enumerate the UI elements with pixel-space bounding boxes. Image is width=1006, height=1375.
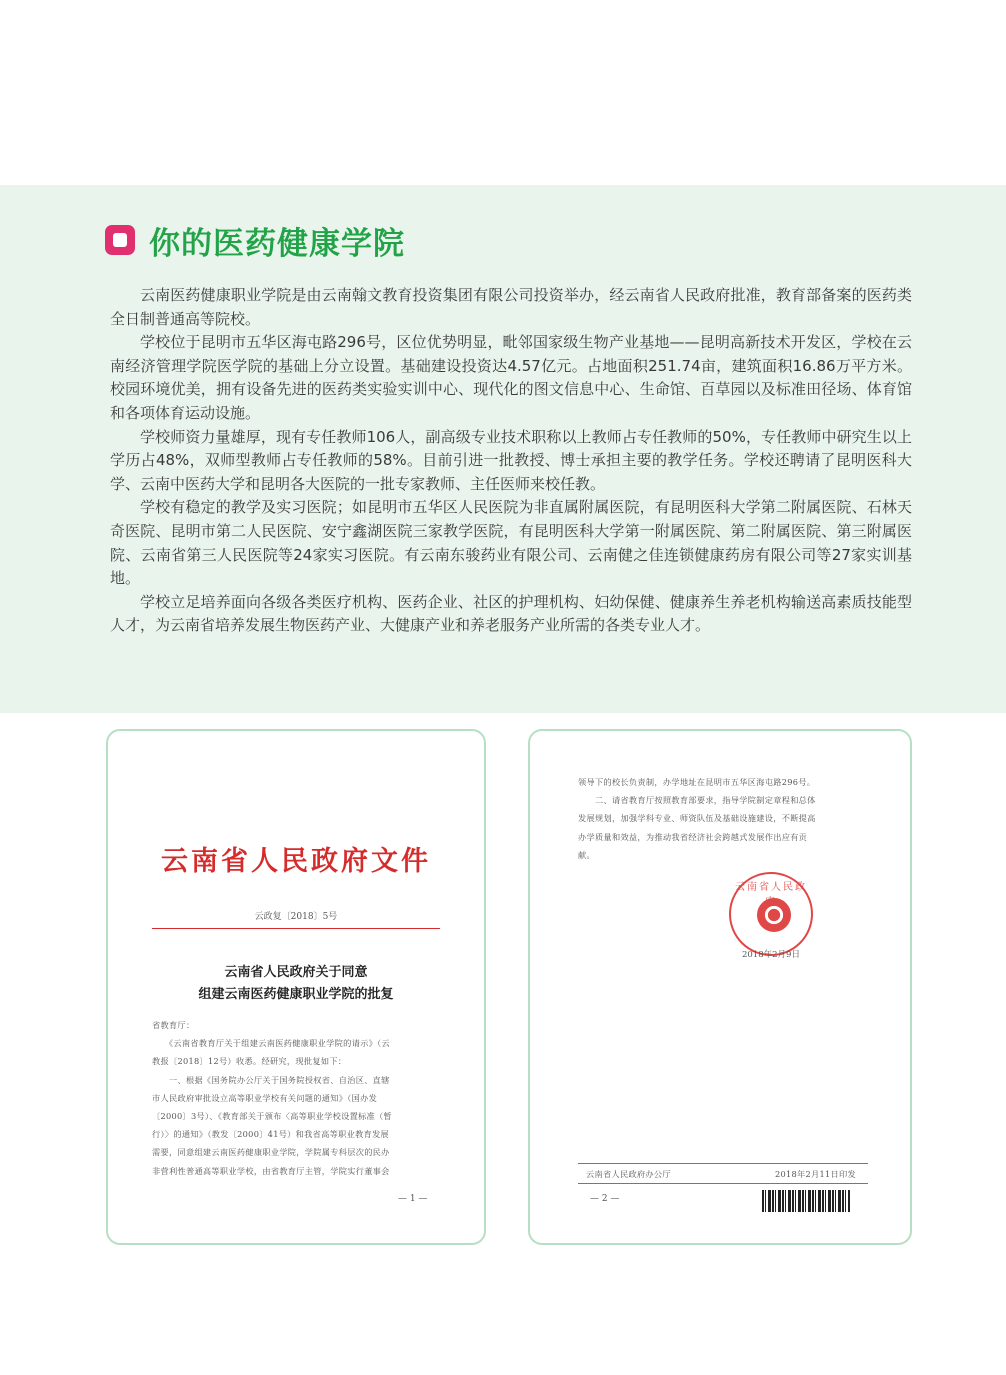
document-body [152,1016,442,1180]
intro-text [110,284,912,638]
document-body [578,773,868,864]
national-emblem-icon [757,898,791,932]
red-divider [152,928,440,929]
section-bullet-icon [105,225,135,255]
signature-date: 2018年2月9日 [742,950,800,960]
section-title: 你的医药健康学院 [149,225,405,262]
footer-rule [578,1163,868,1164]
body-line: 需要，同意组建云南医药健康职业学院，学院属专科层次的民办 [152,1147,390,1158]
document-title-line: 组建云南医药健康职业学院的批复 [198,987,394,1002]
print-date: 2018年2月11日印发 [774,1169,856,1179]
body-line: 二、请省教育厅按照教育部要求，指导学院制定章程和总体 [578,795,816,806]
document-header: 云南省人民政府文件 [161,846,431,877]
body-line: 非营利性普通高等职业学校，由省教育厅主管，学院实行董事会 [152,1165,390,1176]
footer-rule [578,1183,868,1184]
seal-text: 云南省人民政 [735,882,807,893]
body-line: 市人民政府审批设立高等职业学校有关问题的通知》（国办发 [152,1092,378,1103]
body-line: 一、根据《国务院办公厅关于国务院授权省、自治区、直辖 [152,1074,390,1085]
intro-paragraph: 学校位于昆明市五华区海屯路296号，区位优势明显，毗邻国家级生物产业基地——昆明高新技术开发区，学校在云南经济管理学院医学院的基础上分立设置。基础建设投资达4.57亿元。占地面积251.74亩，建筑面积16.86万平方米。校园环境优美，拥有设备先进的医药类实验实训中心、现代化的图文信息中心、生命馆、百草园以及标准田径场、体育馆和各项体育运动设施。 [110,333,912,422]
page-number: — 1 — [398,1194,428,1204]
body-line: 《云南省教育厅关于组建云南医药健康职业学院的请示》（云 [152,1038,390,1049]
government-document-page-1 [106,729,486,1245]
body-line: 办学质量和效益，为推动我省经济社会跨越式发展作出应有贡 [578,831,808,842]
intro-paragraph: 云南医药健康职业学院是由云南翰文教育投资集团有限公司投资举办，经云南省人民政府批准，教育部备案的医药类全日制普通高等院校。 [110,286,912,328]
government-document-page-2 [528,729,912,1245]
document-title-line: 云南省人民政府关于同意 [224,965,368,980]
body-line: 〔2000〕3号）、《教育部关于颁布〈高等职业学校设置标准（暂 [152,1111,393,1122]
intro-paragraph: 学校师资力量雄厚，现有专任教师106人，副高级专业技术职称以上教师占专任教师的50%，专任教师中研究生以上学历占48%，双师型教师占专任教师的58%。目前引进一批教授、博士承担主要的教学任务。学校还聘请了昆明医科大学、云南中医药大学和昆明各大医院的一批专家教师、主任医师来校任教。 [110,427,912,493]
body-line: 献。 [578,849,595,860]
document-footer [586,1165,856,1183]
body-line: 行）〉的通知》（教发〔2000〕41号）和我省高等职业教育发展 [152,1129,390,1140]
intro-paragraph: 学校立足培养面向各级各类医疗机构、医药企业、社区的护理机构、妇幼保健、健康养生养老机构输送高素质技能型人才，为云南省培养发展生物医药产业、大健康产业和养老服务产业所需的各类专业人才。 [110,592,912,635]
barcode-icon [762,1190,850,1212]
issuing-office: 云南省人民政府办公厅 [586,1169,671,1179]
body-line: 领导下的校长负责制，办学地址在昆明市五华区海屯路296号。 [578,777,816,787]
body-line: 教报〔2018〕12号）收悉。经研究，现批复如下： [152,1056,347,1067]
body-line: 省教育厅： [152,1020,195,1030]
document-title [108,962,484,1006]
section-heading [105,220,405,260]
body-line: 发展规划，加强学科专业、师资队伍及基础设施建设，不断提高 [578,813,816,824]
official-seal [729,872,813,956]
document-number: 云政复〔2018〕5号 [254,912,338,922]
intro-paragraph: 学校有稳定的教学及实习医院；如昆明市五华区人民医院为非直属附属医院，有昆明医科大学第二附属医院、石林天奇医院、昆明市第二人民医院、安宁鑫湖医院三家教学医院，有昆明医科大学第一附属医院、第二附属医院、第三附属医院、云南省第三人民医院等24家实习医院。有云南东骏药业有限公司、云南健之佳连锁健康药房有限公司等27家实训基地。 [110,498,912,588]
page-number: — 2 — [590,1194,620,1204]
